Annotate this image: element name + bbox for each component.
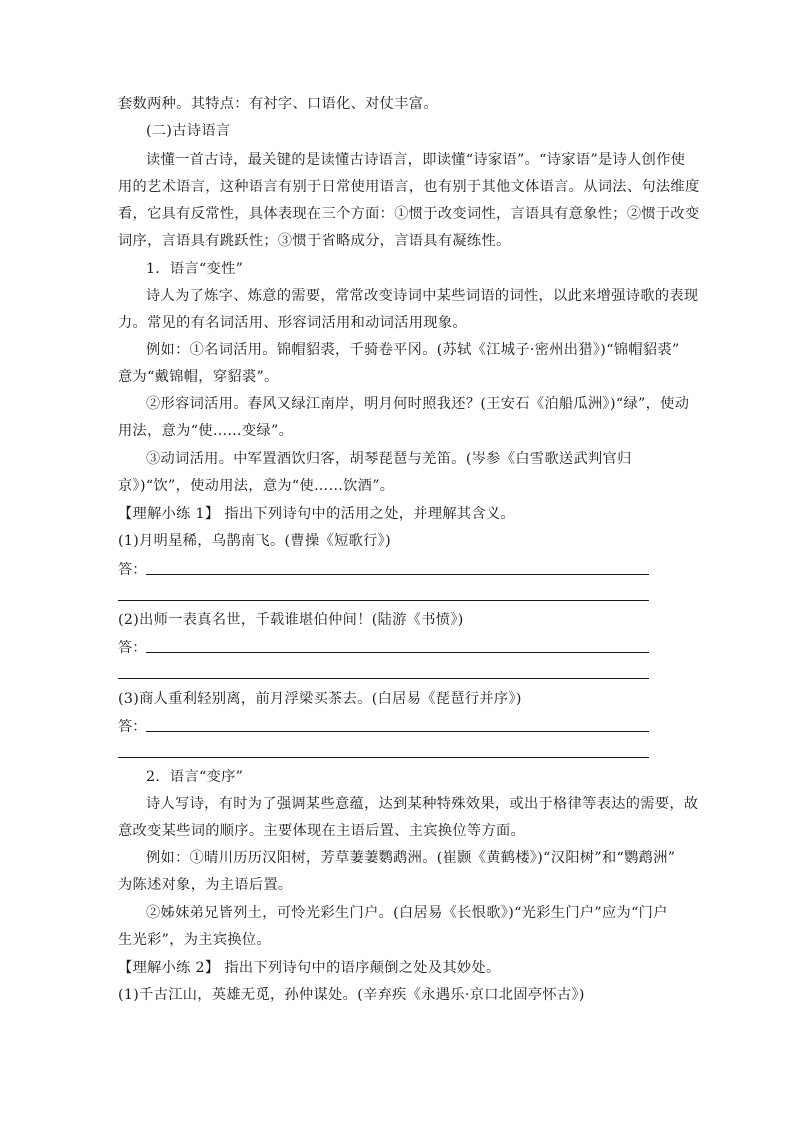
paragraph-line: 词序，言语具有跳跃性；③惯于省略成分，言语具有凝练性。 — [118, 233, 511, 249]
section-heading: (二)古诗语言 — [146, 123, 231, 139]
paragraph-line: 例如：①名词活用。锦帽貂裘，千骑卷平冈。(苏轼《江城子·密州出猎》)“锦帽貂裘” — [146, 342, 680, 358]
paragraph-line: 为陈述对象，为主语后置。 — [118, 877, 293, 893]
answer-rule[interactable] — [118, 757, 649, 758]
paragraph-line: 用法，意为“使……变绿”。 — [118, 423, 294, 439]
answer-field[interactable] — [118, 717, 649, 737]
exercise-question: (2)出师一表真名世，千载谁堪伯仲间！(陆游《书愤》) — [118, 612, 464, 628]
paragraph-line: 诗人写诗，有时为了强调某些意蕴，达到某种特殊效果，或出于格律等表达的需要，故 — [146, 796, 699, 812]
answer-label: 答： — [118, 562, 147, 578]
subsection-heading: 2．语言“变序” — [146, 769, 244, 785]
paragraph-line: 例如：①晴川历历汉阳树，芳草萋萋鹦鹉洲。(崔颢《黄鹤楼》)“汉阳树”和“鹦鹉洲” — [146, 850, 676, 866]
exercise-question: (1)千古江山，英雄无觅，孙仲谋处。(辛弃疾《永遇乐·京口北固亭怀古》) — [118, 987, 585, 1003]
exercise-question: (3)商人重利轻别离，前月浮梁买茶去。(白居易《琵琶行并序》) — [118, 691, 522, 707]
paragraph-line: 意改变某些词的顺序。主要体现在主语后置、主宾换位等方面。 — [118, 823, 526, 839]
answer-rule[interactable] — [118, 678, 649, 679]
subsection-heading: 1．语言“变性” — [146, 261, 244, 277]
paragraph-line: 力。常见的有名词活用、形容词活用和动词活用现象。 — [118, 315, 467, 331]
exercise-question: (1)月明星稀，乌鹊南飞。(曹操《短歌行》) — [118, 533, 391, 549]
answer-rule[interactable] — [118, 600, 649, 601]
answer-label: 答： — [118, 640, 147, 656]
answer-label: 答： — [118, 719, 147, 735]
paragraph-line: 京》)“饮”，使动用法，意为“使……饮酒”。 — [118, 478, 395, 494]
paragraph-line: 读懂一首古诗，最关键的是读懂古诗语言，即读懂“诗家语”。“诗家语”是诗人创作使 — [146, 152, 686, 168]
paragraph-line: ②姊妹弟兄皆列土，可怜光彩生门户。(白居易《长恨歌》)“光彩生门户”应为“门户 — [146, 905, 668, 921]
paragraph-line: 看，它具有反常性，具体表现在三个方面：①惯于改变词性，言语具有意象性；②惯于改变 — [118, 206, 700, 222]
exercise-heading: 【理解小练 2】 指出下列诗句中的语序颠倒之处及其妙处。 — [118, 960, 501, 976]
paragraph-line: 用的艺术语言，这种语言有别于日常使用语言，也有别于其他文体语言。从词法、句法维度 — [118, 179, 700, 195]
paragraph-line: ③动词活用。中军置酒饮归客，胡琴琵琶与羌笛。(岑参《白雪歌送武判官归 — [146, 451, 632, 467]
answer-field[interactable] — [118, 560, 649, 580]
answer-rule — [146, 652, 649, 653]
paragraph-line: 生光彩”，为主宾换位。 — [118, 932, 271, 948]
answer-rule — [146, 731, 649, 732]
answer-rule — [146, 574, 649, 575]
exercise-heading: 【理解小练 1】 指出下列诗句中的活用之处，并理解其含义。 — [118, 506, 516, 522]
paragraph-line: ②形容词活用。春风又绿江南岸，明月何时照我还？(王安石《泊船瓜洲》)“绿”，使动 — [146, 396, 690, 412]
text-line: 套数两种。其特点：有衬字、口语化、对仗丰富。 — [118, 96, 438, 112]
paragraph-line: 意为“戴锦帽，穿貂裘”。 — [118, 369, 279, 385]
paragraph-line: 诗人为了炼字、炼意的需要，常常改变诗词中某些词语的词性，以此来增强诗歌的表现 — [146, 288, 699, 304]
answer-field[interactable] — [118, 638, 649, 658]
